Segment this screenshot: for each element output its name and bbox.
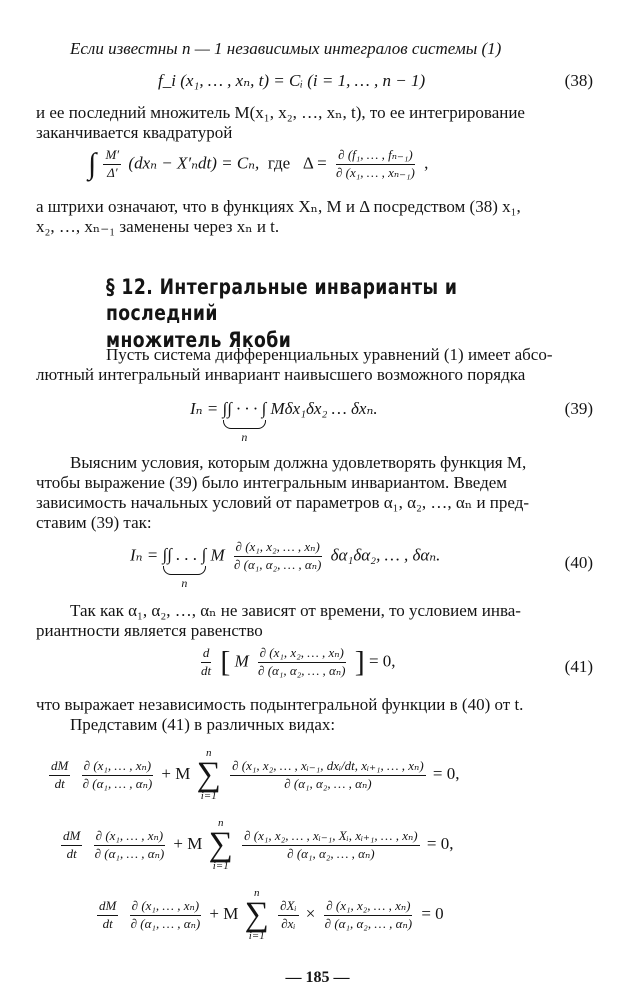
sum-lower: i=1 (212, 860, 229, 873)
jacobian-numerator: ∂ (x₁, x₂, … , xₙ) (324, 899, 412, 916)
sum-upper: n (206, 747, 212, 759)
fraction-denominator: Δ′ (107, 164, 118, 180)
equals-zero: = 0, (426, 834, 454, 854)
text-line: риантности является равенство (36, 621, 263, 640)
integral-signs: ∫∫ · · · ∫ (222, 399, 267, 418)
heading-line-2: множитель Якоби (106, 327, 292, 352)
page-number: — 185 — (285, 969, 350, 986)
sum-operator (209, 818, 233, 872)
plus-M: + M (161, 764, 191, 784)
text-line: и ее последний множитель M(x₁, x₂, …, xₙ, t), то ее интегрирование (36, 103, 525, 122)
derivative-denominator: dt (201, 662, 212, 678)
text-line: ставим (39) так: (36, 513, 152, 532)
brace-label: n (181, 576, 188, 591)
dM-numerator: dM (97, 899, 118, 916)
dM-denominator: dt (102, 915, 113, 931)
text-line: зависимость начальных условий от параметров α₁, α₂, …, αₙ и пред- (36, 493, 530, 512)
jacobian-denominator: ∂ (α₁, … , αₙ) (82, 775, 153, 791)
expression: (dxₙ − X′ₙdt) = Cₙ, (128, 153, 260, 173)
jacobian-denominator: ∂ (α₁, α₂, … , αₙ) (233, 556, 322, 572)
integral-signs: ∫∫ . . . ∫ (162, 545, 207, 565)
jacobian-numerator: ∂ (x₁, … , xₙ) (130, 899, 201, 916)
jacobian-denominator: ∂ (α₁, α₂, … , αₙ) (284, 775, 372, 791)
partial-x-denominator: ∂xᵢ (281, 915, 296, 931)
jacobian-denominator: ∂ (α₁, α₂, … , αₙ) (324, 915, 413, 931)
text-line: что выражает независимость подынтегральной функции в (40) от t. (36, 695, 524, 714)
jacobian-numerator: ∂ (x₁, … , xₙ) (82, 759, 153, 776)
equation-40 (130, 539, 441, 591)
sum-lower: i=1 (200, 790, 217, 803)
jacobian-numerator: ∂ (x₁, x₂, … , xᵢ₋₁, Xᵢ, xᵢ₊₁, … , xₙ) (242, 829, 419, 846)
integral-brace (222, 398, 267, 445)
sum-lower: i=1 (248, 930, 265, 943)
eq40-M: M (210, 545, 225, 565)
eq41-tail: = 0, (368, 651, 396, 671)
sum-symbol: ∑ (244, 896, 269, 933)
jacobian-numerator: ∂ (x₁, x₂, … , xₙ) (234, 540, 322, 557)
text-line: Так как α₁, α₂, …, αₙ не зависят от времени, то условием инва- (70, 601, 521, 620)
eq39-lhs: Iₙ = (190, 399, 219, 418)
sum-operator (197, 748, 221, 802)
jacobian-denominator: ∂ (α₁, … , αₙ) (94, 845, 165, 861)
text-line: Выясним условия, которым должна удовлетворять функция M, (70, 453, 527, 472)
equals-zero: = 0 (421, 904, 444, 924)
delta-symbol: Δ = (302, 153, 327, 173)
jacobian-denominator: ∂ (α₁, … , αₙ) (130, 915, 201, 931)
jacobian-numerator: ∂ (x₁, … , xₙ) (94, 829, 165, 846)
sum-symbol: ∑ (208, 826, 233, 863)
text-line: заканчивается квадратурой (36, 123, 233, 142)
equation-row-3 (94, 888, 444, 942)
equation-number: (39) (564, 399, 593, 418)
jacobian-denominator: ∂ (x₁, … , xₙ₋₁) (335, 164, 415, 180)
equation-39 (190, 398, 378, 445)
word-where: где (267, 153, 291, 173)
section-heading (106, 274, 540, 353)
text-line: Если известны n — 1 независимых интегралов системы (1) (70, 39, 502, 58)
eq40-tail: δα₁δα₂, … , δαₙ. (330, 545, 441, 565)
heading-line-1: § 12. Интегральные инварианты и последний (106, 275, 458, 326)
derivative-numerator: d (201, 646, 212, 663)
equation-number: (40) (564, 553, 593, 572)
equation-number: (41) (564, 657, 593, 676)
equation-38: f_i (x₁, … , xₙ, t) = Cᵢ (i = 1, … , n − 1) (158, 71, 426, 90)
equation-row-1 (46, 748, 460, 802)
equation-41: $\frac{d}{dt}$ [ M $\frac{\text{∂ (x₁, x₂, … , xₙ)}}{\text{∂ (α₁, α₂, … , αₙ)}}$ ] = 0, (201, 645, 396, 679)
jacobian-denominator: ∂ (α₁, α₂, … , αₙ) (258, 662, 346, 678)
text-line: x₂, …, xₙ₋₁ заменены через xₙ и t. (36, 217, 280, 236)
integral-brace (162, 544, 207, 591)
text-line: а штрихи означают, что в функциях Xₙ, M и Δ посредством (38) x₁, (36, 197, 521, 216)
eq39-rhs: Mδx₁δx₂ … δxₙ. (270, 399, 378, 418)
dM-numerator: dM (61, 829, 82, 846)
eq40-lhs: Iₙ = (130, 545, 159, 565)
text-line: лютный интегральный инвариант наивысшего возможного порядка (36, 365, 526, 384)
times-sign: × (305, 904, 316, 924)
equation-row-2 (58, 818, 453, 872)
sum-symbol: ∑ (196, 756, 221, 793)
plus-M: + M (173, 834, 203, 854)
jacobian-numerator: ∂ (x₁, x₂, … , xᵢ₋₁, dxᵢ/dt, xᵢ₊₁, … , xₙ) (230, 759, 426, 776)
jacobian-denominator: ∂ (α₁, α₂, … , αₙ) (287, 845, 375, 861)
brace-label: n (241, 430, 248, 445)
plus-M: + M (209, 904, 239, 924)
quadrature-equation: ∫ $\frac{M'}{\Delta'}$ (dxₙ − X′ₙdt) = Cₙ, где Δ = $\frac{\text{∂ (f₁, … , fₙ₋₁)}}{\text{∂ (x₁, … , xₙ₋₁)}}$ , (88, 147, 429, 181)
dM-denominator: dt (54, 775, 65, 791)
text-line: чтобы выражение (39) было интегральным инвариантом. Введем (36, 473, 508, 492)
eq41-M: M (234, 651, 249, 671)
fraction-numerator: M′ (103, 148, 121, 165)
dM-numerator: dM (49, 759, 70, 776)
text-line: Представим (41) в различных видах: (70, 715, 336, 734)
sum-upper: n (218, 817, 224, 829)
partial-X-numerator: ∂Xᵢ (278, 899, 298, 916)
sum-upper: n (254, 887, 260, 899)
jacobian-numerator: ∂ (x₁, x₂, … , xₙ) (258, 646, 346, 663)
jacobian-numerator: ∂ (f₁, … , fₙ₋₁) (336, 148, 415, 165)
equals-zero: = 0, (432, 764, 460, 784)
equation-number: (38) (564, 71, 593, 90)
sum-operator (245, 888, 269, 942)
text-line: Пусть система дифференциальных уравнений (1) имеет абсо- (106, 345, 553, 364)
dM-denominator: dt (66, 845, 77, 861)
